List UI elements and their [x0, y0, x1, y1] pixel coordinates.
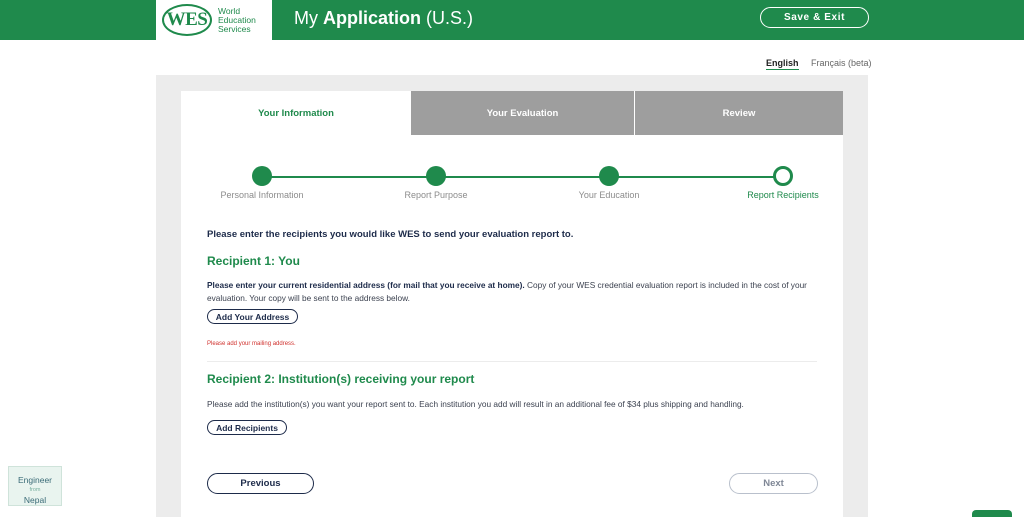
- wes-logo[interactable]: [156, 0, 272, 40]
- next-button[interactable]: Next: [729, 473, 818, 494]
- tab-review[interactable]: Review: [635, 91, 843, 135]
- add-your-address-button[interactable]: Add Your Address: [207, 309, 298, 324]
- logo-text-line3: Services: [218, 23, 251, 34]
- title-suffix: (U.S.): [421, 8, 473, 28]
- title-prefix: My: [294, 8, 323, 28]
- recipient2-description: Please add the institution(s) you want your report sent to. Each institution you add will result in an additional fee of $34 plus shipping and handling.: [207, 399, 744, 409]
- language-english-link[interactable]: English: [766, 58, 799, 68]
- watermark-line3: Nepal: [23, 495, 47, 505]
- recipient1-description-rest: Copy of your WES credential evaluation report is included in the cost of your evaluation. Your copy will be sent to the address below.: [207, 280, 807, 303]
- step-dot-your-education[interactable]: [599, 166, 619, 186]
- watermark-line2: from: [29, 487, 41, 493]
- save-exit-button[interactable]: Save & Exit: [760, 7, 869, 28]
- page-title: [294, 8, 473, 29]
- step-dot-report-purpose[interactable]: [426, 166, 446, 186]
- top-header-bar: [0, 0, 1024, 40]
- wes-logo-text: [218, 7, 256, 34]
- logo-text-line2: Education: [218, 14, 256, 25]
- engineer-from-nepal-watermark: [8, 466, 62, 506]
- chat-widget-tab[interactable]: [972, 510, 1012, 517]
- recipient1-description-bold: Please enter your current residential address (for mail that you receive at home).: [207, 280, 525, 290]
- previous-button[interactable]: Previous: [207, 473, 314, 494]
- step-label-report-recipients: Report Recipients: [747, 190, 819, 200]
- address-error-message: Please add your mailing address.: [207, 341, 296, 347]
- logo-text-line1: World: [218, 5, 241, 16]
- wes-logo-mark: WES: [162, 4, 212, 36]
- recipient1-description: [207, 279, 817, 305]
- language-french-link[interactable]: Français (beta): [811, 58, 872, 68]
- step-dot-personal-information[interactable]: [252, 166, 272, 186]
- recipients-intro-text: Please enter the recipients you would like WES to send your evaluation report to.: [207, 229, 574, 240]
- section-divider: [207, 361, 817, 362]
- step-dot-report-recipients[interactable]: [773, 166, 793, 186]
- add-recipients-button[interactable]: Add Recipients: [207, 420, 287, 435]
- tab-your-evaluation[interactable]: Your Evaluation: [411, 91, 634, 135]
- recipient1-heading: Recipient 1: You: [207, 254, 300, 268]
- watermark-line1: Engineer: [17, 475, 53, 485]
- stepper-progress-line: [262, 176, 782, 178]
- recipient2-heading: Recipient 2: Institution(s) receiving your report: [207, 372, 475, 386]
- title-bold: Application: [323, 8, 421, 28]
- tab-your-information[interactable]: Your Information: [181, 91, 411, 135]
- step-label-report-purpose: Report Purpose: [404, 190, 468, 200]
- step-label-personal-information: Personal Information: [220, 190, 304, 200]
- step-label-your-education: Your Education: [578, 190, 640, 200]
